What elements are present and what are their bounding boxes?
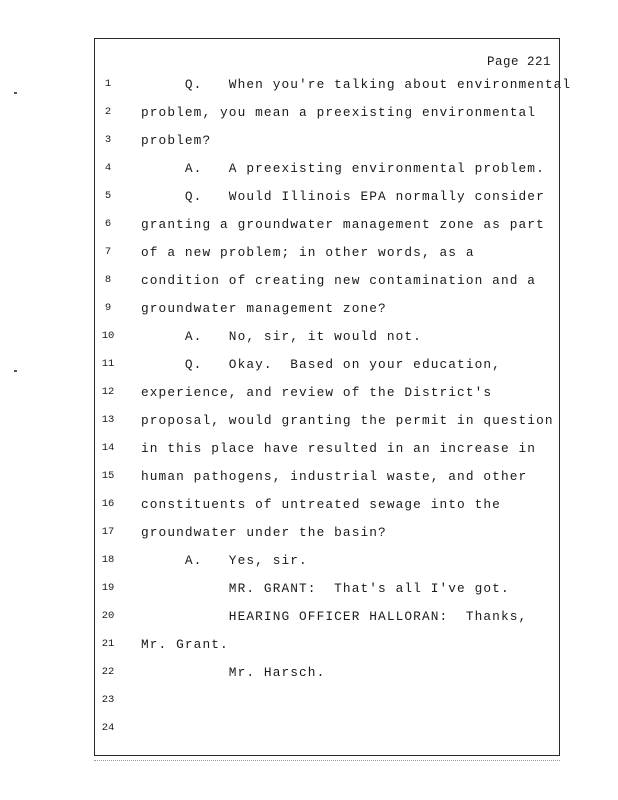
line-number: 1 — [104, 78, 112, 90]
line-text: A. No, sir, it would not. — [141, 329, 422, 344]
line-number: 18 — [101, 554, 115, 566]
line-number: 3 — [104, 134, 112, 146]
line-number: 16 — [101, 498, 115, 510]
line-number: 10 — [101, 330, 115, 342]
line-number: 21 — [101, 638, 115, 650]
line-text: HEARING OFFICER HALLORAN: Thanks, — [141, 609, 528, 624]
line-number: 13 — [101, 414, 115, 426]
line-text: condition of creating new contamination and a — [141, 273, 537, 288]
line-number: 19 — [101, 582, 115, 594]
transcript-line — [95, 133, 559, 155]
transcript-line — [95, 637, 559, 659]
transcript-line — [95, 105, 559, 127]
page-number: Page 221 — [486, 55, 551, 69]
transcript-line — [95, 161, 559, 183]
line-number: 17 — [101, 526, 115, 538]
line-number: 14 — [101, 442, 115, 454]
transcript-page — [94, 38, 572, 756]
line-text: groundwater under the basin? — [141, 525, 387, 540]
line-number: 4 — [104, 162, 112, 174]
line-number: 12 — [101, 386, 115, 398]
transcript-line — [95, 413, 559, 435]
line-number: 8 — [104, 274, 112, 286]
transcript-line — [95, 385, 559, 407]
line-number: 20 — [101, 610, 115, 622]
line-text: of a new problem; in other words, as a — [141, 245, 475, 260]
line-text: problem, you mean a preexisting environmental — [141, 105, 537, 120]
transcript-line — [95, 189, 559, 211]
line-number: 2 — [104, 106, 112, 118]
transcript-line — [95, 301, 559, 323]
line-number: 7 — [104, 246, 112, 258]
line-text: Mr. Grant. — [141, 637, 229, 652]
transcript-line — [95, 217, 559, 239]
transcript-line — [95, 553, 559, 575]
line-text: groundwater management zone? — [141, 301, 387, 316]
transcript-line — [95, 665, 559, 687]
line-number: 22 — [101, 666, 115, 678]
line-number: 11 — [101, 358, 115, 370]
transcript-line — [95, 581, 559, 603]
line-number: 9 — [104, 302, 112, 314]
line-text: constituents of untreated sewage into the — [141, 497, 501, 512]
line-number: 15 — [101, 470, 115, 482]
transcript-line — [95, 497, 559, 519]
transcript-line — [95, 77, 572, 99]
line-text: human pathogens, industrial waste, and other — [141, 469, 528, 484]
scan-speck — [14, 92, 17, 94]
line-number: 23 — [101, 694, 115, 706]
footer-rule — [94, 760, 560, 761]
transcript-line — [95, 441, 559, 463]
line-text: proposal, would granting the permit in question — [141, 413, 554, 428]
line-text: Q. Would Illinois EPA normally consider — [141, 189, 545, 204]
scan-speck — [14, 370, 17, 372]
transcript-line — [95, 721, 559, 743]
line-text: Q. When you're talking about environmental — [141, 77, 572, 92]
line-text: experience, and review of the District's — [141, 385, 493, 400]
transcript-line — [95, 329, 559, 351]
line-number: 24 — [101, 722, 115, 734]
line-text: A. Yes, sir. — [141, 553, 308, 568]
transcript-line — [95, 273, 559, 295]
line-text: A. A preexisting environmental problem. — [141, 161, 545, 176]
line-text: Q. Okay. Based on your education, — [141, 357, 501, 372]
line-number: 5 — [104, 190, 112, 202]
line-text: MR. GRANT: That's all I've got. — [141, 581, 510, 596]
transcript-line — [95, 609, 559, 631]
transcript-line — [95, 245, 559, 267]
line-text: granting a groundwater management zone as part — [141, 217, 545, 232]
line-text: Mr. Harsch. — [141, 665, 326, 680]
transcript-line — [95, 469, 559, 491]
transcript-line — [95, 693, 559, 715]
line-text: in this place have resulted in an increase in — [141, 441, 537, 456]
transcript-line — [95, 357, 559, 379]
transcript-line — [95, 525, 559, 547]
line-text: problem? — [141, 133, 212, 148]
line-number: 6 — [104, 218, 112, 230]
